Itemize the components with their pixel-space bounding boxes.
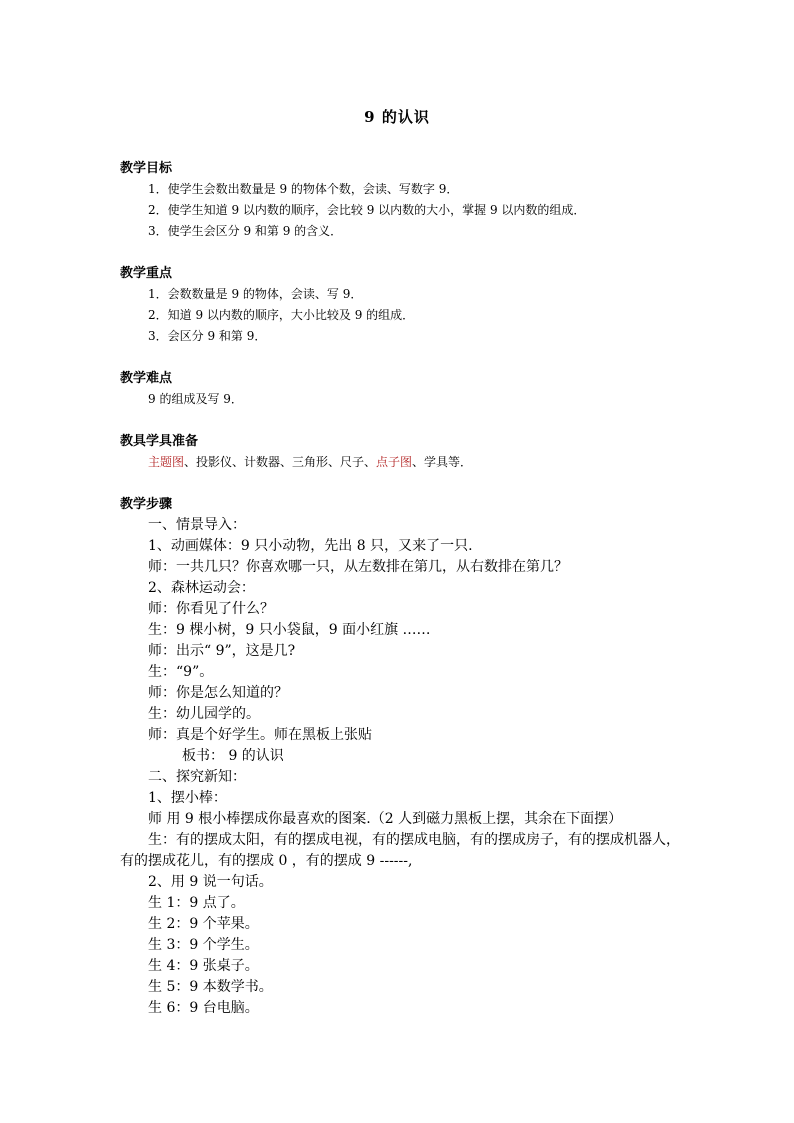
materials-text-part: 、投影仪、计数器、三角形、尺子、 bbox=[184, 455, 377, 469]
step-line: 师：你是怎么知道的？ bbox=[148, 685, 288, 701]
step-line: 1、摆小棒： bbox=[148, 790, 227, 806]
step-line: 生 1：9 点了。 bbox=[148, 895, 245, 911]
materials-text bbox=[120, 452, 680, 473]
materials-text-part: 、学具等． bbox=[412, 455, 473, 469]
step-line: 1、动画媒体：9 只小动物，先出 8 只，又来了一只. bbox=[148, 538, 473, 554]
document-title: 9 的认识 bbox=[364, 108, 430, 126]
objectives-heading: 教学目标 bbox=[120, 161, 173, 176]
step-line: 生 3：9 个学生。 bbox=[148, 937, 259, 953]
materials-heading: 教具学具准备 bbox=[120, 434, 199, 449]
step-line: 生 4：9 张桌子。 bbox=[148, 958, 259, 974]
objective-item: 3．使学生会区分 9 和第 9 的含义． bbox=[148, 224, 343, 238]
step-line: 生：9 棵小树，9 只小袋鼠，9 面小红旗 …… bbox=[148, 622, 431, 638]
step-line: 生 5：9 本数学书。 bbox=[148, 979, 273, 995]
objective-item: 1．使学生会数出数量是 9 的物体个数，会读、写数字 9． bbox=[148, 182, 459, 196]
document-body bbox=[120, 158, 680, 1019]
key-point-item: 2．知道 9 以内数的顺序，大小比较及 9 的组成． bbox=[148, 308, 415, 322]
step-line: 师 用 9 根小棒摆成你最喜欢的图案.（2 人到磁力黑板上摆，其余在下面摆） bbox=[148, 811, 623, 827]
step-line: 师：一共几只？你喜欢哪一只，从左数排在第几，从右数排在第几？ bbox=[148, 559, 568, 575]
key-point-item: 3．会区分 9 和第 9． bbox=[148, 329, 267, 343]
step-line: 师：出示“ 9”，这是几? bbox=[148, 643, 296, 659]
key-point-item: 1．会数数量是 9 的物体，会读、写 9． bbox=[148, 287, 363, 301]
step-line: 一、情景导入： bbox=[148, 517, 246, 533]
board-writing: 板书： 9 的认识 bbox=[182, 748, 284, 764]
difficulties-text: 9 的组成及写 9． bbox=[148, 392, 243, 406]
difficulties-heading: 教学难点 bbox=[120, 371, 173, 386]
step-line: 生：幼儿园学的。 bbox=[148, 706, 260, 722]
step-line: 生：“9”。 bbox=[148, 664, 214, 680]
key-points-heading: 教学重点 bbox=[120, 266, 173, 281]
step-paragraph: 生：有的摆成太阳，有的摆成电视，有的摆成电脑，有的摆成房子，有的摆成机器人，有的摆成花儿，有的摆成 0 ，有的摆成 9 ------, bbox=[120, 832, 680, 869]
steps-heading: 教学步骤 bbox=[120, 497, 173, 512]
materials-link-dot-image: 点子图 bbox=[376, 455, 413, 469]
step-line: 二、探究新知： bbox=[148, 769, 246, 785]
step-line: 生 2：9 个苹果。 bbox=[148, 916, 259, 932]
objective-item: 2．使学生知道 9 以内数的顺序，会比较 9 以内数的大小，掌握 9 以内数的组成． bbox=[148, 203, 586, 217]
materials-link-theme-image: 主题图 bbox=[148, 455, 185, 469]
step-line: 师：你看见了什么？ bbox=[148, 601, 274, 617]
step-line: 生 6：9 台电脑。 bbox=[148, 1000, 259, 1016]
step-line: 师：真是个好学生。师在黑板上张贴 bbox=[148, 727, 372, 743]
step-line: 2、用 9 说一句话。 bbox=[148, 874, 273, 890]
step-line: 2、森林运动会： bbox=[148, 580, 255, 596]
